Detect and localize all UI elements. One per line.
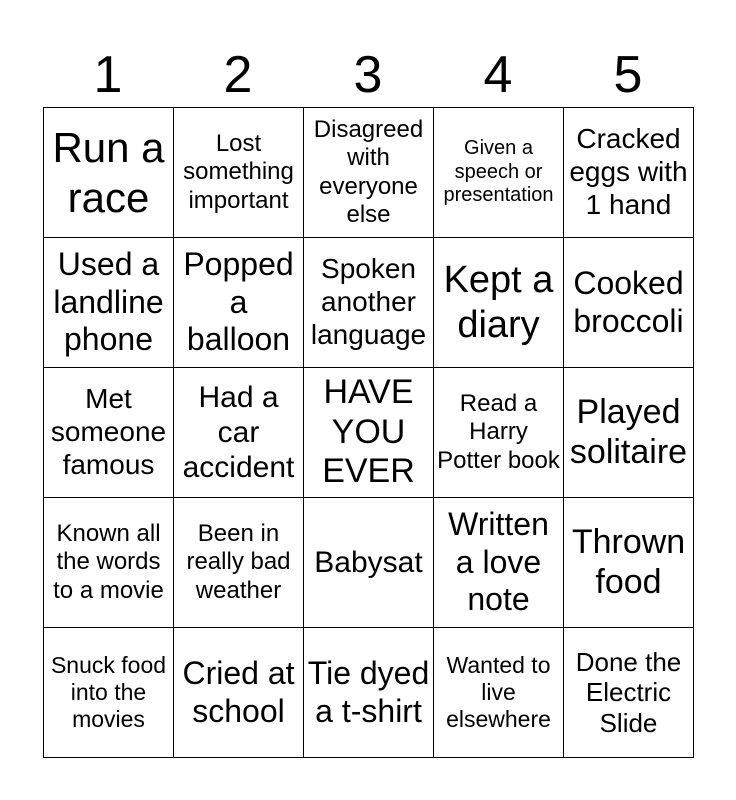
bingo-cell[interactable]: Had a car accident: [174, 368, 304, 498]
bingo-cell[interactable]: Disagreed with everyone else: [304, 108, 434, 238]
bingo-cell[interactable]: Wanted to live elsewhere: [434, 628, 564, 758]
bingo-cell[interactable]: Cried at school: [174, 628, 304, 758]
bingo-cell[interactable]: Thrown food: [564, 498, 694, 628]
bingo-grid: [43, 107, 694, 758]
column-header-5: 5: [613, 46, 643, 104]
bingo-cell[interactable]: Met someone famous: [44, 368, 174, 498]
bingo-cell[interactable]: Read a Harry Potter book: [434, 368, 564, 498]
column-header-2: 2: [223, 46, 253, 104]
column-header-3: 3: [353, 46, 383, 104]
free-space-cell[interactable]: HAVE YOU EVER: [304, 368, 434, 498]
bingo-cell[interactable]: Been in really bad weather: [174, 498, 304, 628]
bingo-cell[interactable]: Played solitaire: [564, 368, 694, 498]
bingo-cell[interactable]: Cooked broccoli: [564, 238, 694, 368]
bingo-cell[interactable]: Done the Electric Slide: [564, 628, 694, 758]
column-header-4: 4: [483, 46, 513, 104]
bingo-cell[interactable]: Known all the words to a movie: [44, 498, 174, 628]
bingo-cell[interactable]: Popped a balloon: [174, 238, 304, 368]
bingo-cell[interactable]: Kept a diary: [434, 238, 564, 368]
bingo-cell[interactable]: Lost something important: [174, 108, 304, 238]
bingo-cell[interactable]: Spoken another language: [304, 238, 434, 368]
bingo-cell[interactable]: Tie dyed a t-shirt: [304, 628, 434, 758]
bingo-cell[interactable]: Cracked eggs with 1 hand: [564, 108, 694, 238]
bingo-cell[interactable]: Babysat: [304, 498, 434, 628]
bingo-cell[interactable]: Given a speech or presentation: [434, 108, 564, 238]
bingo-cell[interactable]: Written a love note: [434, 498, 564, 628]
bingo-cell[interactable]: Run a race: [44, 108, 174, 238]
column-headers: [43, 40, 693, 110]
column-header-1: 1: [93, 46, 123, 104]
bingo-cell[interactable]: Used a landline phone: [44, 238, 174, 368]
bingo-cell[interactable]: Snuck food into the movies: [44, 628, 174, 758]
